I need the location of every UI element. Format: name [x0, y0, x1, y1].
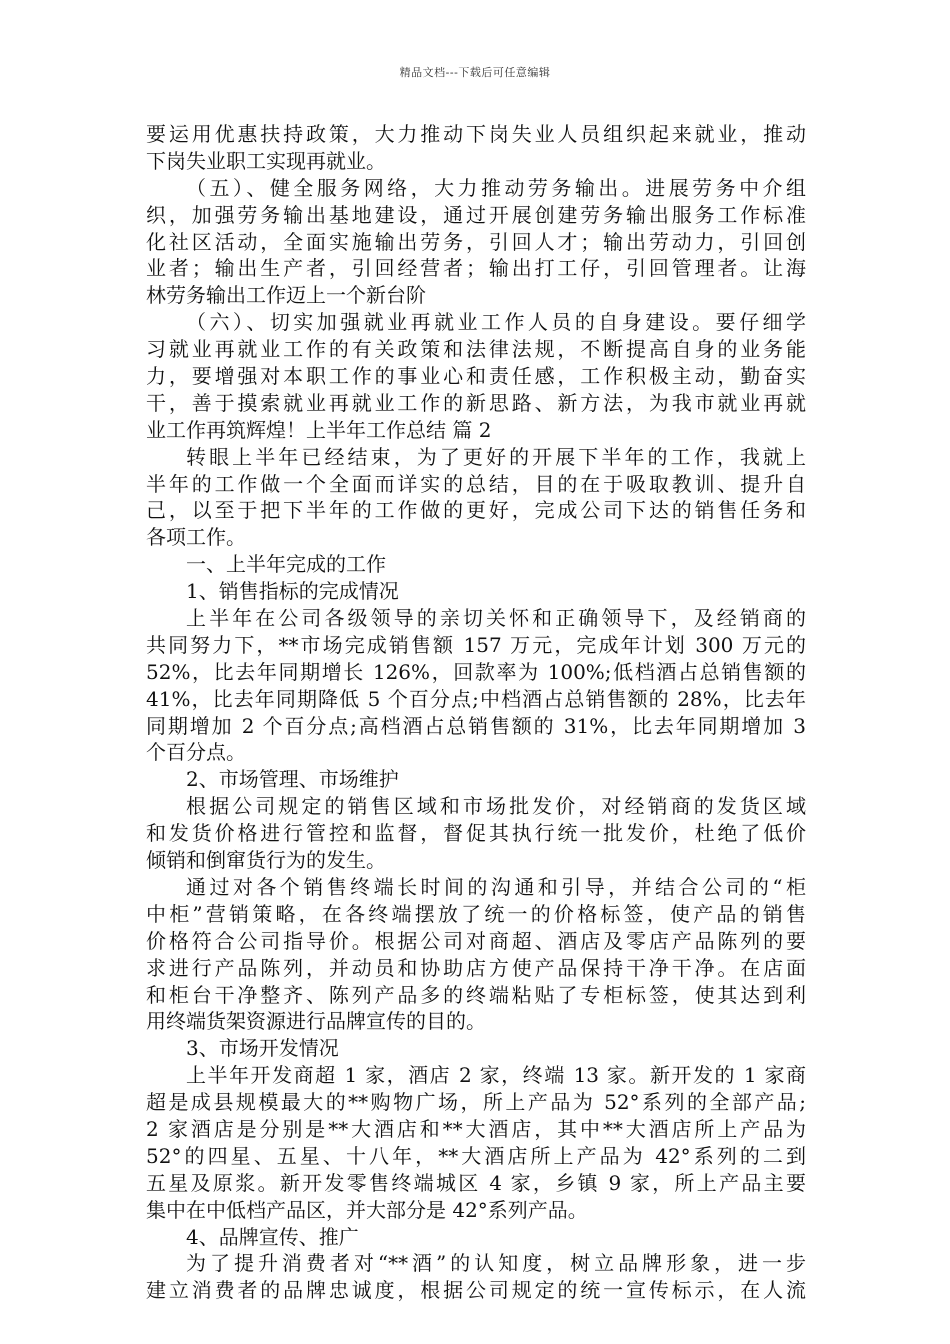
text-line: 上半年开发商超 1 家，酒店 2 家，终端 13 家。新开发的 1 家商: [186, 1063, 806, 1088]
document-body: [146, 121, 806, 1304]
text-line: 个百分点。: [146, 740, 246, 765]
text-line: 业工作再筑辉煌！上半年工作总结 篇 2: [146, 417, 492, 442]
text-line: 干，善于摸索就业再就业工作的新思路、新方法，为我市就业再就: [146, 390, 806, 415]
text-line: 半年的工作做一个全面而详实的总结，目的在于吸取教训、提升自: [146, 471, 806, 496]
text-line: （五）、健全服务网络，大力推动劳务输出。进展劳务中介组: [186, 175, 806, 200]
text-line: 习就业再就业工作的有关政策和法律法规，不断提高自身的业务能: [146, 337, 806, 362]
text-line: 力，要增强对本职工作的事业心和责任感，工作积极主动，勤奋实: [146, 364, 806, 389]
text-line: 为了提升消费者对“**酒”的认知度，树立品牌形象，进一步: [186, 1251, 806, 1276]
subsection-heading: 3、市场开发情况: [186, 1036, 339, 1061]
text-line: 建立消费者的品牌忠诚度，根据公司规定的统一宣传标示，在人流: [146, 1278, 806, 1303]
text-line: 2 家酒店是分别是**大酒店和**大酒店，其中**大酒店所上产品为: [146, 1116, 806, 1141]
text-line: 五星及原浆。新开发零售终端城区 4 家，乡镇 9 家，所上产品主要: [146, 1170, 806, 1195]
text-line: 中柜”营销策略，在各终端摆放了统一的价格标签，使产品的销售: [146, 901, 806, 926]
subsection-heading: 2、市场管理、市场维护: [186, 767, 399, 792]
text-line: 转眼上半年已经结束，为了更好的开展下半年的工作，我就上: [186, 444, 806, 469]
text-line: 求进行产品陈列，并动员和协助店方使产品保持干净干净。在店面: [146, 955, 806, 980]
subsection-heading: 4、品牌宣传、推广: [186, 1224, 359, 1249]
text-line: 52°的四星、五星、十八年，**大酒店所上产品为 42°系列的二到: [146, 1143, 806, 1168]
text-line: 41%，比去年同期降低 5 个百分点;中档酒占总销售额的 28%，比去年: [146, 686, 806, 711]
page-header: 精品文档---下载后可任意编辑: [399, 66, 551, 79]
text-line: 和发货价格进行管控和监督，督促其执行统一批发价，杜绝了低价: [146, 821, 806, 846]
text-line: 和柜台干净整齐、陈列产品多的终端粘贴了专柜标签，使其达到利: [146, 982, 806, 1007]
text-line: 己，以至于把下半年的工作做的更好，完成公司下达的销售任务和: [146, 498, 806, 523]
text-line: 用终端货架资源进行品牌宣传的目的。: [146, 1009, 486, 1034]
text-line: 根据公司规定的销售区域和市场批发价，对经销商的发货区域: [186, 794, 806, 819]
text-line: 各项工作。: [146, 525, 246, 550]
text-line: 共同努力下，**市场完成销售额 157 万元，完成年计划 300 万元的: [146, 632, 806, 657]
text-line: （六）、切实加强就业再就业工作人员的自身建设。要仔细学: [186, 310, 806, 335]
text-line: 下岗失业职工实现再就业。: [146, 148, 386, 173]
text-line: 价格符合公司指导价。根据公司对商超、酒店及零店产品陈列的要: [146, 928, 806, 953]
text-line: 超是成县规模最大的**购物广场，所上产品为 52°系列的全部产品;: [146, 1090, 806, 1115]
text-line: 织，加强劳务输出基地建设，通过开展创建劳务输出服务工作标准: [146, 202, 806, 227]
section-heading: 一、上半年完成的工作: [186, 552, 386, 577]
text-line: 通过对各个销售终端长时间的沟通和引导，并结合公司的“柜: [186, 874, 806, 899]
text-line: 林劳务输出工作迈上一个新台阶: [146, 283, 426, 308]
subsection-heading: 1、销售指标的完成情况: [186, 579, 399, 604]
text-line: 同期增加 2 个百分点;高档酒占总销售额的 31%，比去年同期增加 3: [146, 713, 806, 738]
text-line: 52%，比去年同期增长 126%，回款率为 100%;低档酒占总销售额的: [146, 659, 806, 684]
text-line: 业者；输出生产者，引回经营者；输出打工仔，引回管理者。让海: [146, 256, 806, 281]
text-line: 上半年在公司各级领导的亲切关怀和正确领导下，及经销商的: [186, 606, 806, 631]
text-line: 化社区活动，全面实施输出劳务，引回人才；输出劳动力，引回创: [146, 229, 806, 254]
text-line: 倾销和倒窜货行为的发生。: [146, 848, 386, 873]
text-line: 集中在中低档产品区，并大部分是 42°系列产品。: [146, 1197, 588, 1222]
text-line: 要运用优惠扶持政策，大力推动下岗失业人员组织起来就业，推动: [146, 122, 806, 146]
